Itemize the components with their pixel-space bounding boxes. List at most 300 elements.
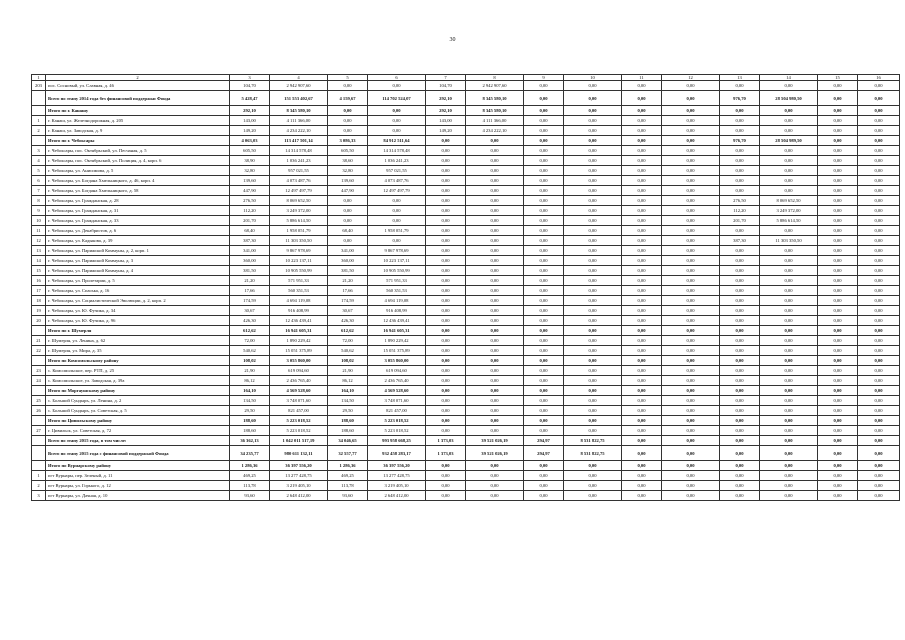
value-cell: 0,00 [720, 226, 760, 236]
value-cell: 0,00 [858, 196, 900, 206]
value-cell: 0,00 [524, 256, 564, 266]
value-cell: 0,00 [720, 306, 760, 316]
value-cell: 1 286,36 [230, 461, 270, 471]
value-cell: 0,00 [466, 286, 524, 296]
value-cell: 0,00 [564, 256, 622, 266]
value-cell: 0,00 [760, 471, 818, 481]
address-cell: Всего по этапу 2015 года с финансовой поддержкой Фонда [46, 446, 230, 461]
table-total-row [32, 356, 900, 366]
value-cell: 0,00 [818, 226, 858, 236]
value-cell: 0,00 [466, 216, 524, 226]
value-cell: 0,00 [466, 256, 524, 266]
value-cell: 0,00 [564, 306, 622, 316]
value-cell: 0,00 [622, 446, 662, 461]
value-cell: 292,10 [230, 106, 270, 116]
value-cell: 0,00 [564, 346, 622, 356]
row-index-cell [32, 436, 46, 446]
value-cell: 0,00 [662, 166, 720, 176]
value-cell: 0,00 [524, 406, 564, 416]
value-cell: 0,00 [760, 106, 818, 116]
value-cell: 0,00 [662, 246, 720, 256]
value-cell: 605,50 [230, 146, 270, 156]
value-cell: 426,30 [328, 316, 368, 326]
value-cell: 0,00 [622, 346, 662, 356]
value-cell: 0,00 [662, 386, 720, 396]
value-cell: 0,00 [564, 416, 622, 426]
value-cell: 381,50 [328, 266, 368, 276]
value-cell: 0,00 [466, 356, 524, 366]
value-cell: 72,00 [230, 336, 270, 346]
value-cell: 821 457,00 [270, 406, 328, 416]
value-cell: 0,00 [818, 306, 858, 316]
value-cell: 0,00 [524, 106, 564, 116]
value-cell: 0,00 [426, 276, 466, 286]
value-cell: 0,00 [662, 396, 720, 406]
value-cell: 188,60 [230, 426, 270, 436]
value-cell: 0,00 [760, 336, 818, 346]
table-row [32, 156, 900, 166]
value-cell: 0,00 [426, 296, 466, 306]
value-cell: 0,00 [524, 216, 564, 226]
value-cell: 0,00 [466, 316, 524, 326]
value-cell: 0,00 [622, 471, 662, 481]
value-cell: 0,00 [858, 186, 900, 196]
value-cell: 174,59 [328, 296, 368, 306]
value-cell: 5 886 614,50 [760, 216, 818, 226]
value-cell: 0,00 [720, 156, 760, 166]
value-cell: 0,00 [622, 276, 662, 286]
value-cell: 0,00 [524, 136, 564, 146]
value-cell: 0,00 [524, 186, 564, 196]
col-number: 11 [622, 75, 662, 81]
value-cell: 11 303 350,50 [760, 236, 818, 246]
value-cell: 0,00 [426, 286, 466, 296]
value-cell: 0,00 [662, 206, 720, 216]
value-cell: 28 504 980,50 [760, 91, 818, 106]
value-cell: 134,50 [328, 396, 368, 406]
value-cell: 560 351,53 [368, 286, 426, 296]
row-index-cell: 3 [32, 146, 46, 156]
value-cell: 0,00 [622, 406, 662, 416]
value-cell: 0,00 [564, 426, 622, 436]
value-cell: 0,00 [858, 216, 900, 226]
value-cell: 0,00 [858, 266, 900, 276]
value-cell: 0,00 [524, 491, 564, 501]
value-cell: 36 397 556,20 [368, 461, 426, 471]
value-cell: 10 223 137,11 [368, 256, 426, 266]
value-cell: 0,00 [564, 126, 622, 136]
value-cell: 0,00 [524, 81, 564, 91]
value-cell: 10 223 137,11 [270, 256, 328, 266]
value-cell: 387,30 [720, 236, 760, 246]
value-cell: 164,10 [230, 386, 270, 396]
value-cell: 0,00 [818, 356, 858, 366]
table-row [32, 246, 900, 256]
value-cell: 387,30 [230, 236, 270, 246]
value-cell: 0,00 [466, 276, 524, 286]
row-index-cell [32, 446, 46, 461]
value-cell: 612,62 [230, 326, 270, 336]
value-cell: 0,00 [524, 246, 564, 256]
value-cell: 29,50 [230, 406, 270, 416]
table-row [32, 336, 900, 346]
value-cell: 16 941 605,31 [270, 326, 328, 336]
table-total-row [32, 416, 900, 426]
value-cell: 0,00 [564, 471, 622, 481]
value-cell: 0,00 [818, 286, 858, 296]
value-cell: 932 458 283,17 [368, 446, 426, 461]
value-cell: 0,00 [760, 386, 818, 396]
value-cell: 3 055 860,00 [368, 356, 426, 366]
value-cell: 0,00 [524, 146, 564, 156]
value-cell: 0,00 [426, 236, 466, 246]
value-cell: 0,00 [368, 106, 426, 116]
row-index-cell: 14 [32, 256, 46, 266]
col-number: 8 [466, 75, 524, 81]
value-cell: 0,00 [662, 236, 720, 246]
table-row [32, 491, 900, 501]
value-cell: 0,00 [622, 306, 662, 316]
value-cell: 0,00 [760, 186, 818, 196]
value-cell: 36 362,13 [230, 436, 270, 446]
value-cell: 980 611 132,11 [270, 446, 328, 461]
value-cell: 0,00 [328, 236, 368, 246]
value-cell: 4 234 222,10 [270, 126, 328, 136]
value-cell: 0,00 [622, 206, 662, 216]
row-index-cell: 13 [32, 246, 46, 256]
value-cell: 0,00 [720, 126, 760, 136]
address-cell: Итого по Цивильскому району [46, 416, 230, 426]
value-cell: 1 890 229,42 [270, 336, 328, 346]
address-cell: г. Чебоксары, ул. Анисимова, д. 5 [46, 166, 230, 176]
value-cell: 0,00 [524, 461, 564, 471]
value-cell: 0,00 [818, 406, 858, 416]
value-cell: 0,00 [858, 91, 900, 106]
value-cell: 4 234 222,10 [466, 126, 524, 136]
value-cell: 0,00 [662, 491, 720, 501]
row-index-cell: 8 [32, 196, 46, 206]
value-cell: 0,00 [426, 396, 466, 406]
value-cell: 4 111 366,00 [466, 116, 524, 126]
value-cell: 0,00 [622, 461, 662, 471]
row-index-cell: 17 [32, 286, 46, 296]
value-cell: 0,00 [368, 216, 426, 226]
value-cell: 0,00 [328, 126, 368, 136]
value-cell: 619 094,60 [368, 366, 426, 376]
value-cell: 0,00 [818, 426, 858, 436]
value-cell: 0,00 [564, 236, 622, 246]
table-row [32, 406, 900, 416]
value-cell: 14 314 578,48 [270, 146, 328, 156]
row-index-cell: 19 [32, 306, 46, 316]
value-cell: 0,00 [720, 176, 760, 186]
value-cell: 0,00 [426, 356, 466, 366]
row-index-cell: 15 [32, 266, 46, 276]
row-index-cell: 10 [32, 216, 46, 226]
row-index-cell: 3 [32, 491, 46, 501]
value-cell: 0,00 [818, 166, 858, 176]
value-cell: 0,00 [818, 256, 858, 266]
value-cell: 0,00 [368, 116, 426, 126]
value-cell: 0,00 [662, 296, 720, 306]
row-index-cell: 11 [32, 226, 46, 236]
value-cell: 0,00 [564, 406, 622, 416]
value-cell: 12 497 497,79 [368, 186, 426, 196]
value-cell: 151 553 402,67 [270, 91, 328, 106]
value-cell: 0,00 [564, 146, 622, 156]
value-cell: 38,90 [230, 156, 270, 166]
value-cell: 0,00 [466, 246, 524, 256]
value-cell: 0,00 [426, 306, 466, 316]
value-cell: 0,00 [858, 146, 900, 156]
value-cell: 0,00 [622, 326, 662, 336]
row-index-cell: 26 [32, 406, 46, 416]
table-total-row [32, 91, 900, 106]
value-cell: 2 648 412,00 [368, 491, 426, 501]
value-cell: 36 397 556,20 [270, 461, 328, 471]
value-cell: 0,00 [760, 436, 818, 446]
housing-program-table [31, 74, 900, 501]
value-cell: 341,00 [230, 246, 270, 256]
row-index-cell: 7 [32, 186, 46, 196]
value-cell: 3 748 071,60 [270, 396, 328, 406]
value-cell: 0,00 [426, 406, 466, 416]
address-cell: г. Чебоксары, ул. Богдана Хмельницкого, д. 58 [46, 186, 230, 196]
value-cell: 0,00 [622, 366, 662, 376]
col-number: 9 [524, 75, 564, 81]
value-cell: 0,00 [858, 156, 900, 166]
value-cell: 0,00 [426, 376, 466, 386]
value-cell: 17,66 [328, 286, 368, 296]
table-total-row [32, 436, 900, 446]
value-cell: 10 905 550,99 [368, 266, 426, 276]
value-cell: 0,00 [524, 376, 564, 386]
value-cell: 0,00 [858, 426, 900, 436]
value-cell: 0,00 [426, 491, 466, 501]
value-cell: 0,00 [818, 396, 858, 406]
value-cell: 0,00 [760, 491, 818, 501]
value-cell: 0,00 [662, 406, 720, 416]
value-cell: 0,00 [720, 116, 760, 126]
value-cell: 0,00 [564, 196, 622, 206]
value-cell: 3 055 860,00 [270, 356, 328, 366]
value-cell: 113 417 501,14 [270, 136, 328, 146]
address-cell: г. Чебоксары, ул. Кадыкова, д. 39 [46, 236, 230, 246]
value-cell: 0,00 [466, 156, 524, 166]
value-cell: 15 051 375,89 [368, 346, 426, 356]
value-cell: 2 436 765,40 [368, 376, 426, 386]
value-cell: 0,00 [622, 491, 662, 501]
value-cell: 0,00 [622, 226, 662, 236]
value-cell: 0,00 [858, 106, 900, 116]
value-cell: 0,00 [760, 481, 818, 491]
value-cell: 0,00 [720, 416, 760, 426]
value-cell: 0,00 [818, 326, 858, 336]
table-row [32, 376, 900, 386]
value-cell: 8 531 822,75 [564, 446, 622, 461]
value-cell: 143,00 [426, 116, 466, 126]
col-number: 1 [32, 75, 46, 81]
value-cell: 0,00 [858, 366, 900, 376]
address-cell: г. Чебоксары, пос. Октябрьский, ул. Песчаная, д. 5 [46, 146, 230, 156]
address-cell: г. Чебоксары, ул. Парижской Коммуны, д. 4 [46, 266, 230, 276]
value-cell: 294,97 [524, 436, 564, 446]
value-cell: 21,20 [328, 276, 368, 286]
value-cell: 540,62 [230, 346, 270, 356]
value-cell: 0,00 [328, 196, 368, 206]
value-cell: 0,00 [818, 186, 858, 196]
value-cell: 0,00 [818, 91, 858, 106]
address-cell: г. Канаш, ул. Заводская, д. 9 [46, 126, 230, 136]
value-cell: 957 021,55 [368, 166, 426, 176]
value-cell: 0,00 [564, 226, 622, 236]
value-cell: 9 867 978,69 [368, 246, 426, 256]
value-cell: 0,00 [818, 196, 858, 206]
value-cell: 0,00 [858, 236, 900, 246]
value-cell: 13 277 428,75 [368, 471, 426, 481]
value-cell: 112,20 [720, 206, 760, 216]
address-cell: Итого по Комсомольскому району [46, 356, 230, 366]
value-cell: 0,00 [662, 146, 720, 156]
value-cell: 113,78 [328, 481, 368, 491]
value-cell: 39 521 026,19 [466, 436, 524, 446]
value-cell: 0,00 [466, 396, 524, 406]
value-cell: 0,00 [524, 196, 564, 206]
col-number: 10 [564, 75, 622, 81]
value-cell: 0,00 [662, 446, 720, 461]
value-cell: 0,00 [858, 166, 900, 176]
value-cell: 0,00 [818, 126, 858, 136]
value-cell: 0,00 [564, 116, 622, 126]
value-cell: 0,00 [466, 236, 524, 246]
value-cell: 0,00 [720, 461, 760, 471]
value-cell: 0,00 [858, 491, 900, 501]
table-row [32, 426, 900, 436]
value-cell: 0,00 [524, 416, 564, 426]
table-row [32, 471, 900, 481]
value-cell: 619 094,60 [270, 366, 328, 376]
value-cell: 1 036 241,23 [368, 156, 426, 166]
value-cell: 104,70 [426, 81, 466, 91]
row-index-cell: 2 [32, 481, 46, 491]
value-cell: 0,00 [818, 446, 858, 461]
value-cell: 0,00 [426, 146, 466, 156]
value-cell: 32 557,77 [328, 446, 368, 461]
value-cell: 0,00 [720, 386, 760, 396]
value-cell: 0,00 [662, 176, 720, 186]
value-cell: 0,00 [622, 426, 662, 436]
value-cell: 0,00 [662, 356, 720, 366]
value-cell: 0,00 [858, 81, 900, 91]
value-cell: 12 436 439,41 [270, 316, 328, 326]
value-cell: 0,00 [720, 256, 760, 266]
value-cell: 8 345 580,10 [270, 106, 328, 116]
table-total-row [32, 446, 900, 461]
value-cell: 0,00 [368, 81, 426, 91]
value-cell: 0,00 [720, 396, 760, 406]
value-cell: 0,00 [426, 206, 466, 216]
value-cell: 0,00 [622, 166, 662, 176]
value-cell: 0,00 [524, 236, 564, 246]
value-cell: 0,00 [368, 236, 426, 246]
row-index-cell: 4 [32, 156, 46, 166]
value-cell: 0,00 [858, 286, 900, 296]
address-cell: г. Чебоксары, ул. Гражданская, д. 33 [46, 216, 230, 226]
value-cell: 0,00 [818, 386, 858, 396]
value-cell: 86,12 [230, 376, 270, 386]
value-cell: 5 223 018,52 [270, 416, 328, 426]
value-cell: 0,00 [328, 81, 368, 91]
table-row [32, 116, 900, 126]
value-cell: 0,00 [622, 256, 662, 266]
value-cell: 0,00 [760, 226, 818, 236]
value-cell: 0,00 [466, 176, 524, 186]
value-cell: 0,00 [662, 116, 720, 126]
value-cell: 114 702 524,07 [368, 91, 426, 106]
value-cell: 0,00 [466, 386, 524, 396]
value-cell: 0,00 [466, 166, 524, 176]
value-cell: 916 408,99 [270, 306, 328, 316]
value-cell: 68,40 [230, 226, 270, 236]
value-cell: 0,00 [760, 256, 818, 266]
value-cell: 0,00 [720, 436, 760, 446]
value-cell: 0,00 [818, 216, 858, 226]
value-cell: 0,00 [760, 146, 818, 156]
value-cell: 0,00 [818, 156, 858, 166]
value-cell: 93,60 [328, 491, 368, 501]
value-cell: 1 373,03 [426, 436, 466, 446]
value-cell: 0,00 [622, 246, 662, 256]
value-cell: 0,00 [662, 306, 720, 316]
row-index-cell: 1 [32, 116, 46, 126]
value-cell: 0,00 [564, 91, 622, 106]
value-cell: 0,00 [426, 386, 466, 396]
value-cell: 0,00 [720, 376, 760, 386]
value-cell: 0,00 [564, 266, 622, 276]
value-cell: 0,00 [662, 156, 720, 166]
value-cell: 0,00 [466, 226, 524, 236]
row-index-cell [32, 386, 46, 396]
value-cell: 0,00 [426, 416, 466, 426]
row-index-cell [32, 416, 46, 426]
row-index-cell: 12 [32, 236, 46, 246]
value-cell: 4 073 487,76 [368, 176, 426, 186]
value-cell: 0,00 [818, 436, 858, 446]
value-cell: 0,00 [524, 326, 564, 336]
value-cell: 0,00 [858, 316, 900, 326]
value-cell: 0,00 [524, 396, 564, 406]
value-cell: 0,00 [720, 186, 760, 196]
value-cell: 0,00 [858, 436, 900, 446]
table-row [32, 146, 900, 156]
value-cell: 3 219 405,10 [368, 481, 426, 491]
value-cell: 21,20 [230, 276, 270, 286]
table-row [32, 196, 900, 206]
value-cell: 30,67 [230, 306, 270, 316]
address-cell: г. Канаш, ул. Железнодорожная, д. 205 [46, 116, 230, 126]
value-cell: 469,25 [328, 471, 368, 481]
value-cell: 0,00 [466, 406, 524, 416]
value-cell: 0,00 [760, 81, 818, 91]
value-cell: 0,00 [760, 286, 818, 296]
table-row [32, 396, 900, 406]
value-cell: 164,10 [328, 386, 368, 396]
value-cell: 0,00 [426, 366, 466, 376]
value-cell: 3 748 071,60 [368, 396, 426, 406]
value-cell: 15 051 375,89 [270, 346, 328, 356]
value-cell: 0,00 [858, 226, 900, 236]
value-cell: 0,00 [622, 126, 662, 136]
